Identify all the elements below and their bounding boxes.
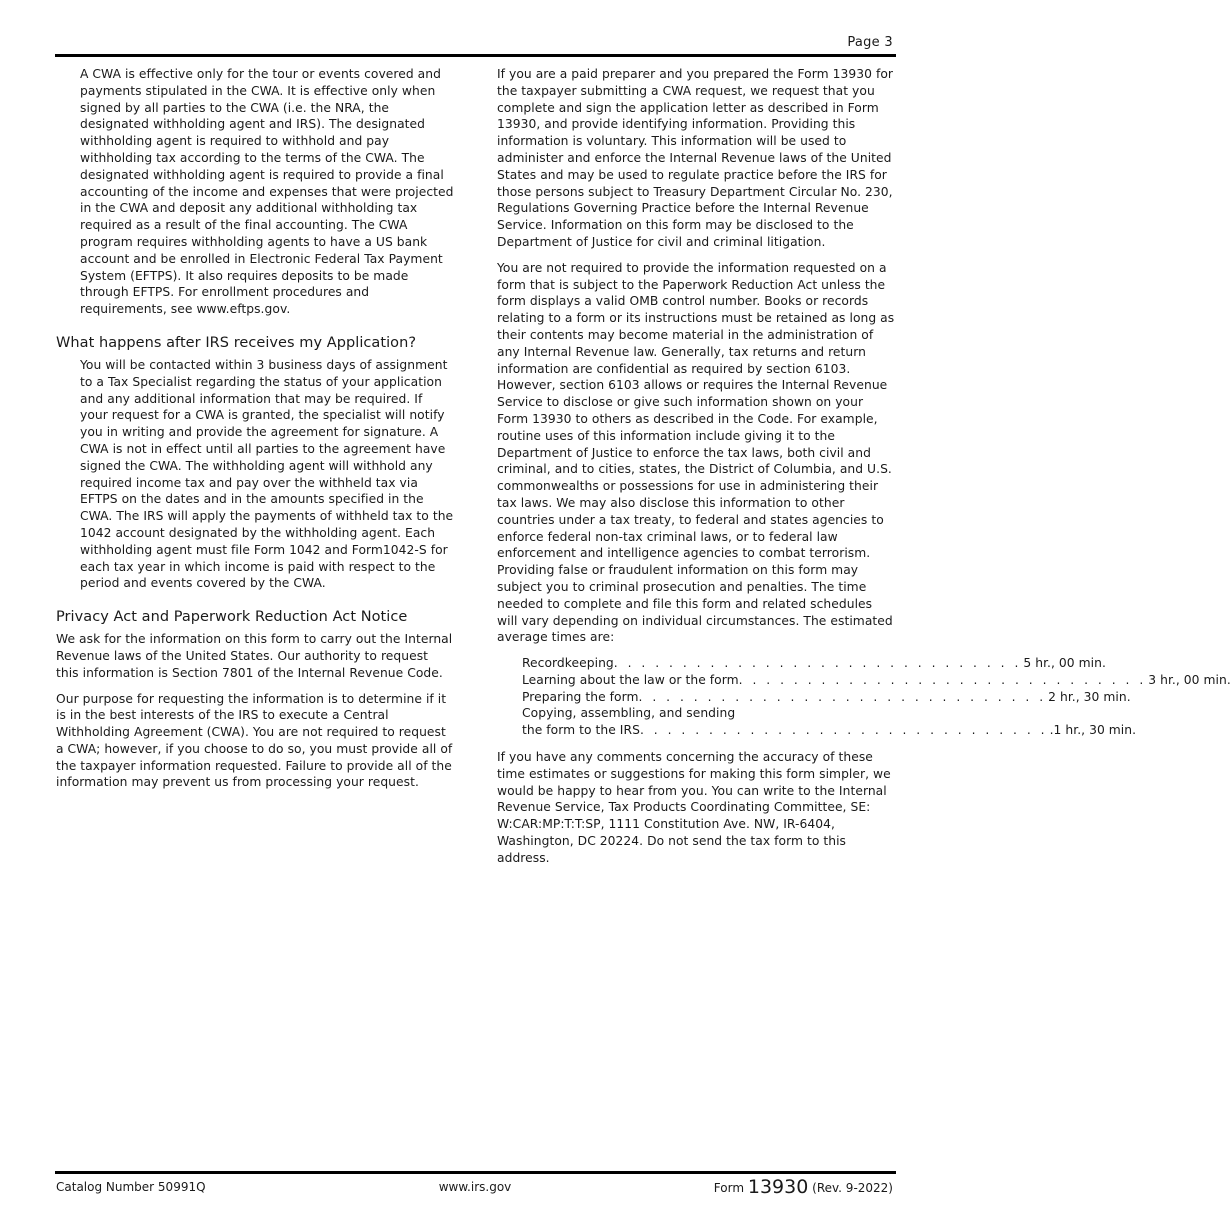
catalog-number: Catalog Number 50991Q [56, 1180, 206, 1194]
time-row-copying-line1 [522, 705, 868, 722]
privacy-paragraph-2: Our purpose for requesting the information is to determine if it is in the best interests of the IRS to execute a Central Withholding Agreement (CWA). You are not required to request a CWA; however, if you choose to do so, you must provide all of the taxpayer information requested. Failure to provide all of the information may prevent us from processing your request. [56, 691, 453, 790]
right-column [497, 66, 1231, 876]
time-row-recordkeeping [522, 655, 1106, 672]
comments-paragraph: If you have any comments concerning the accuracy of these time estimates or suggestions for making this form simpler, we would be happy to hear from you. You can write to the Internal Revenue Service, Tax Products Coordinating Committee, SE: W:CAR:MP:T:T:SP, 1111 Constitution Ave. NW, IR-6404, Washington, DC 20224. Do not send the tax form to this address. [497, 750, 891, 865]
footer-rule [55, 1171, 896, 1174]
time-row-preparing [522, 689, 1131, 706]
not-required-paragraph: You are not required to provide the information requested on a form that is subject to the Paperwork Reduction Act unless the form displays a valid OMB control number. Books or records relating to a form or its instructions must be retained as long as their contents may become material in the administration of any Internal Revenue law. Generally, tax returns and return information are confidential as required by section 6103. However, section 6103 allows or requires the Internal Revenue Service to disclose or give such information shown on your Form 13930 to others as described in the Code. For example, routine uses of this information include giving it to the Department of Justice to enforce the tax laws, both civil and criminal, and to cities, states, the District of Columbia, and U.S. commonwealths or possessions for use in administering their tax laws. We may also disclose this information to other countries under a tax treaty, to federal and states agencies to enforce federal non-tax criminal laws, or to federal law enforcement and intelligence agencies to combat terrorism. Providing false or fraudulent information on this form may subject you to criminal prosecution and penalties. The time needed to complete and file this form and related schedules will vary depending on individual circumstances. The estimated average times are: [497, 260, 895, 645]
form-identifier [714, 1178, 893, 1197]
left-column [56, 66, 454, 800]
time-label: Recordkeeping [522, 656, 614, 671]
page-number: Page 3 [847, 35, 893, 50]
privacy-act-heading: Privacy Act and Paperwork Reduction Act Notice [56, 609, 408, 626]
form-number: 13930 [747, 1176, 809, 1198]
time-value: .1 hr., 30 min. [1049, 723, 1137, 738]
dot-leader: . . . . . . . . . . . . . . . . . . . . . . . . . . . . . . [639, 723, 1048, 738]
privacy-paragraph-1: We ask for the information on this form to carry out the Internal Revenue laws of the United States. Our authority to request this information is Section 7801 of the Internal Revenue Code. [56, 632, 453, 680]
after-application-paragraph: You will be contacted within 3 business days of assignment to a Tax Specialist regarding the status of your application and any additional information that may be required. If your request for a CWA is granted, the specialist will notify you in writing and provide the agreement for signature. A CWA is not in effect until all parties to the agreement have signed the CWA. The withholding agent will withhold any required income tax and pay over the withheld tax via EFTPS on the dates and in the amounts specified in the CWA. The IRS will apply the payments of withheld tax to the 1042 account designated by the withholding agent. Each withholding agent must file Form 1042 and Form1042-S for each tax year in which income is paid with respect to the period and events covered by the CWA. [80, 357, 454, 591]
form-prefix: Form [713, 1181, 745, 1195]
form-revision: (Rev. 9-2022) [812, 1181, 893, 1195]
paid-preparer-paragraph: If you are a paid preparer and you prepared the Form 13930 for the taxpayer submitting a CWA request, we request that you complete and sign the application letter as described in Form 13930, and provide identifying information. Providing this information is voluntary. This information will be used to administer and enforce the Internal Revenue laws of the United States and may be used to regulate practice before the IRS for those persons subject to Treasury Department Circular No. 230, Regulations Governing Practice before the Internal Revenue Service. Information on this form may be disclosed to the Department of Justice for civil and criminal litigation. [497, 67, 894, 249]
time-value: 3 hr., 00 min. [1148, 672, 1231, 687]
time-value: 5 hr., 00 min. [1023, 656, 1106, 671]
cwa-effective-paragraph: A CWA is effective only for the tour or events covered and payments stipulated in the CWA. It is effective only when signed by all parties to the CWA (i.e. the NRA, the designated withholding agent and IRS). The designated withholding agent is required to withhold and pay withholding tax according to the terms of the CWA. The designated withholding agent is required to provide a final accounting of the income and expenses that were projected in the CWA and deposit any additional withholding tax required as a result of the final accounting. The CWA program requires withholding agents to have a US bank account and be enrolled in Electronic Federal Tax Payment System (EFTPS). It also requires deposits to be made through EFTPS. For enrollment procedures and requirements, see www.eftps.gov. [80, 67, 454, 317]
time-label: Copying, assembling, and sending [522, 706, 736, 721]
dot-leader: . . . . . . . . . . . . . . . . . . . . . . . . . . . . . . [613, 656, 1022, 671]
time-value: 2 hr., 30 min. [1048, 689, 1131, 704]
time-row-learning [522, 672, 1231, 689]
estimated-times-table [522, 655, 1231, 739]
dot-leader: . . . . . . . . . . . . . . . . . . . . . . . . . . . . . . [638, 689, 1047, 704]
dot-leader: . . . . . . . . . . . . . . . . . . . . . . . . . . . . . . [738, 672, 1147, 687]
time-row-copying-line2 [522, 722, 1137, 739]
header-rule [55, 54, 896, 57]
time-label: Preparing the form [522, 689, 639, 704]
time-label: Learning about the law or the form [522, 672, 739, 687]
after-application-heading: What happens after IRS receives my Application? [56, 334, 417, 351]
footer-website: www.irs.gov [438, 1180, 512, 1194]
time-label: the form to the IRS [522, 723, 640, 738]
